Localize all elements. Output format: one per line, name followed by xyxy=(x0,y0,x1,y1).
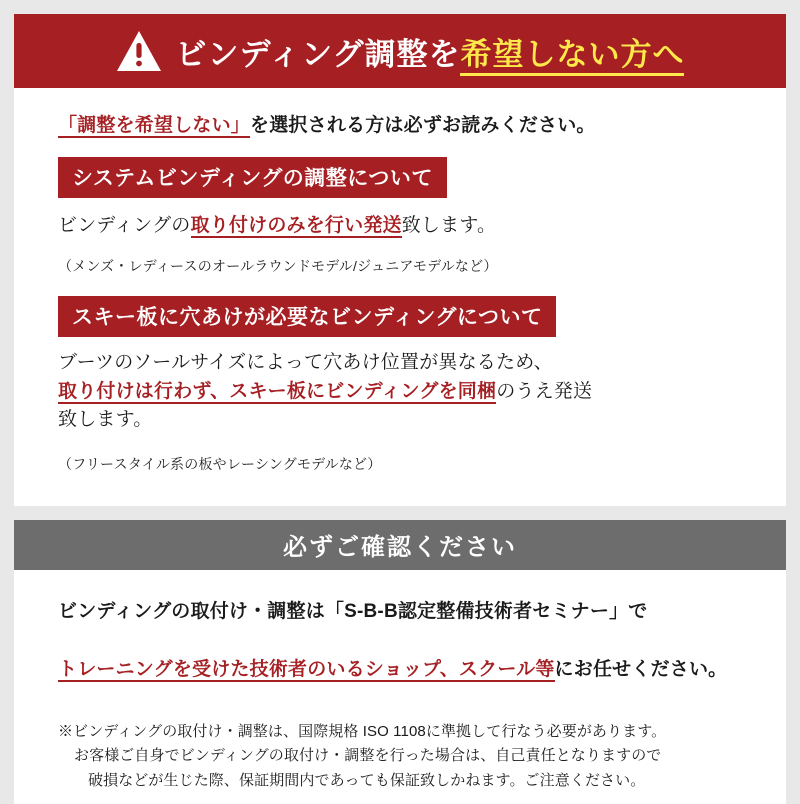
warning-triangle-icon xyxy=(116,30,162,72)
confirm-banner xyxy=(14,520,786,570)
section2-body-line1: ブーツのソールサイズによって穴あけ位置が異なるため、 xyxy=(58,352,553,373)
lead-rest: を選択される方は必ずお読みください。 xyxy=(250,115,596,136)
confirm-line-2 xyxy=(14,654,786,681)
section1-note: （メンズ・レディースのオールラウンドモデル/ジュニアモデルなど） xyxy=(58,258,498,274)
banner-title-plain: ビンディング調整を xyxy=(175,36,461,72)
section1-heading: システムビンディングの調整について xyxy=(58,157,447,198)
section1-body xyxy=(14,210,786,237)
section2-heading: スキー板に穴あけが必要なビンディングについて xyxy=(58,296,556,337)
banner-title-highlight: 希望しない方へ xyxy=(460,37,684,76)
fineprint xyxy=(14,720,786,794)
section1-body-post: 致します。 xyxy=(401,215,497,236)
confirm-banner-title: 必ずご確認ください xyxy=(283,534,517,561)
binding-adjustment-panel xyxy=(14,14,786,506)
section2-note: （フリースタイル系の板やレーシングモデルなど） xyxy=(58,455,382,472)
section1-heading-wrap xyxy=(14,157,786,198)
section2-heading-wrap xyxy=(14,296,786,337)
section2-body xyxy=(14,349,786,435)
confirmation-panel xyxy=(14,520,786,804)
section2-body-emphasis: 取り付けは行わず、スキー板にビンディングを同梱 xyxy=(58,380,497,402)
lead-text xyxy=(14,110,786,137)
section1-body-emphasis: 取り付けのみを行い発送 xyxy=(190,215,402,236)
fineprint-line-1: ※ビンディングの取付け・調整は、国際規格 ISO 1108に準拠して行なう必要があります。 xyxy=(58,722,667,740)
section1-body-pre: ビンディングの xyxy=(58,215,191,236)
warning-banner xyxy=(14,14,786,88)
section2-body-line2-post: のうえ発送 xyxy=(496,380,593,402)
confirm-line-2-post: にお任せください。 xyxy=(554,658,728,680)
fineprint-line-2: お客様ご自身でビンディングの取付け・調整を行った場合は、自己責任となりますので xyxy=(74,747,662,765)
section2-body-line3: 致します。 xyxy=(58,409,153,430)
confirm-line-1: ビンディングの取付け・調整は「S-B-B認定整備技術者セミナー」で xyxy=(58,600,648,622)
lead-emphasis: 「調整を希望しない」 xyxy=(58,115,251,136)
confirm-line-2-emphasis: トレーニングを受けた技術者のいるショップ、スクール等 xyxy=(58,658,555,680)
fineprint-line-3: 破損などが生じた際、保証期間内であっても保証致しかねます。ご注意ください。 xyxy=(88,772,646,789)
banner-title xyxy=(176,29,685,74)
